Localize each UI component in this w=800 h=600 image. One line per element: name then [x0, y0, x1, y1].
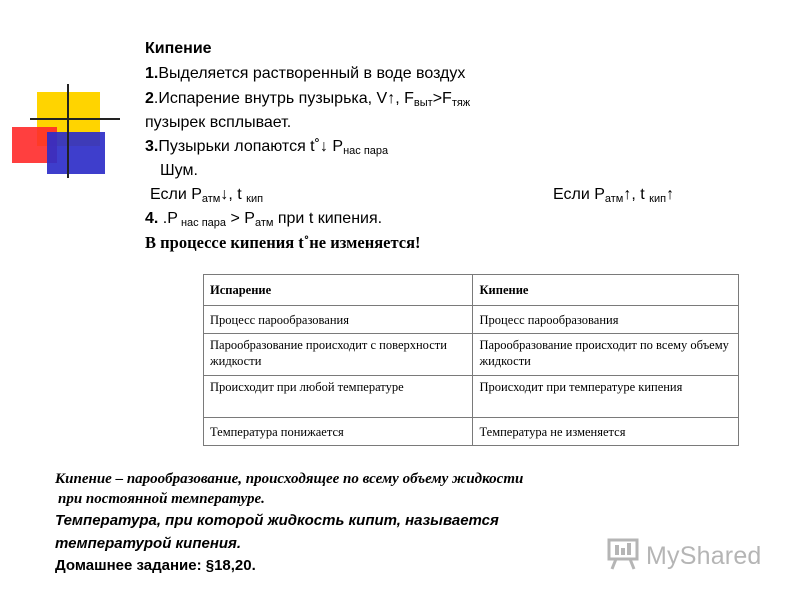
- table-cell: Происходит при любой температуре: [204, 376, 473, 418]
- table-cell: Процесс парообразования: [204, 306, 473, 334]
- table-row: [204, 418, 739, 446]
- presentation-board-icon: [606, 536, 642, 577]
- point-2-sub-tyazh: тяж: [451, 97, 471, 109]
- table-cell: Парообразование происходит с поверхности жидкости: [204, 334, 473, 376]
- point-3-text: Пузырьки лопаются t˚↓ P: [158, 138, 344, 155]
- point-2-text: .Испарение внутрь пузырька, V↑, F: [153, 90, 414, 107]
- definition-line-2: при постоянной температуре.: [58, 491, 265, 507]
- definition-line-3: Температура, при которой жидкость кипит, называется: [55, 512, 499, 529]
- condition-right-pre: Если P: [553, 186, 605, 203]
- point-3-number: 3.: [145, 138, 159, 155]
- point-4-number: 4.: [145, 210, 159, 227]
- logo-text: MyShared: [646, 541, 762, 570]
- point-1-text: Выделяется растворенный в воде воздух: [158, 65, 466, 82]
- table-row: [204, 376, 739, 418]
- definition-line-1: Кипение – парообразование, происходящее по всему объему жидкости: [55, 471, 524, 487]
- point-2-sub-vyt: выт: [413, 97, 433, 109]
- condition-left-pre: Если P: [150, 186, 202, 203]
- definition-line-4: температурой кипения.: [55, 535, 242, 552]
- comparison-table: [203, 274, 739, 446]
- table-cell: Происходит при температуре кипения: [473, 376, 739, 418]
- point-3: [145, 137, 388, 157]
- condition-left-sub-kip: кип: [246, 193, 264, 205]
- table-cell: Температура не изменяется: [473, 418, 739, 446]
- myshared-logo[interactable]: [606, 538, 762, 574]
- condition-right-mid: ↑, t: [623, 186, 650, 203]
- noise-line: Шум.: [160, 162, 198, 179]
- homework: Домашнее задание: §18,20.: [55, 557, 256, 574]
- table-header-row: [204, 275, 739, 306]
- table-row: [204, 334, 739, 376]
- table-cell: Парообразование происходит по всему объему жидкости: [473, 334, 739, 376]
- condition-left-mid: ↓, t: [220, 186, 247, 203]
- decor-vertical-line: [67, 84, 69, 178]
- point-1-number: 1.: [145, 65, 159, 82]
- point-4-post: при t кипения.: [273, 210, 383, 227]
- point-3-sub: нас пара: [343, 145, 389, 157]
- condition-left: [150, 185, 263, 205]
- slide-title: Кипение: [145, 40, 212, 57]
- point-2-continuation: пузырек всплывает.: [145, 114, 292, 131]
- point-2-mid: >F: [432, 90, 452, 107]
- decor-blue-square: [47, 132, 105, 174]
- table-cell: Температура понижается: [204, 418, 473, 446]
- table-header-evaporation: Испарение: [204, 275, 473, 306]
- point-4-sub-nas-para: нас пара: [177, 217, 227, 229]
- condition-right: [553, 185, 674, 205]
- condition-right-sub-kip: кип: [649, 193, 667, 205]
- point-2: [145, 89, 470, 109]
- key-statement: В процессе кипения t˚не изменяется!: [145, 233, 421, 252]
- condition-left-sub-atm: атм: [201, 193, 221, 205]
- table-row: [204, 306, 739, 334]
- condition-right-sub-atm: атм: [604, 193, 624, 205]
- point-4-mid: > P: [226, 210, 255, 227]
- condition-right-arrow: ↑: [666, 186, 675, 203]
- table-cell: Процесс парообразования: [473, 306, 739, 334]
- point-1: [145, 64, 465, 84]
- point-4-pre: .P: [158, 210, 178, 227]
- point-4: [145, 209, 382, 229]
- point-2-number: 2: [145, 90, 154, 107]
- decor-horizontal-line: [30, 118, 120, 120]
- table-header-boiling: Кипение: [473, 275, 739, 306]
- point-4-sub-atm: атм: [254, 217, 274, 229]
